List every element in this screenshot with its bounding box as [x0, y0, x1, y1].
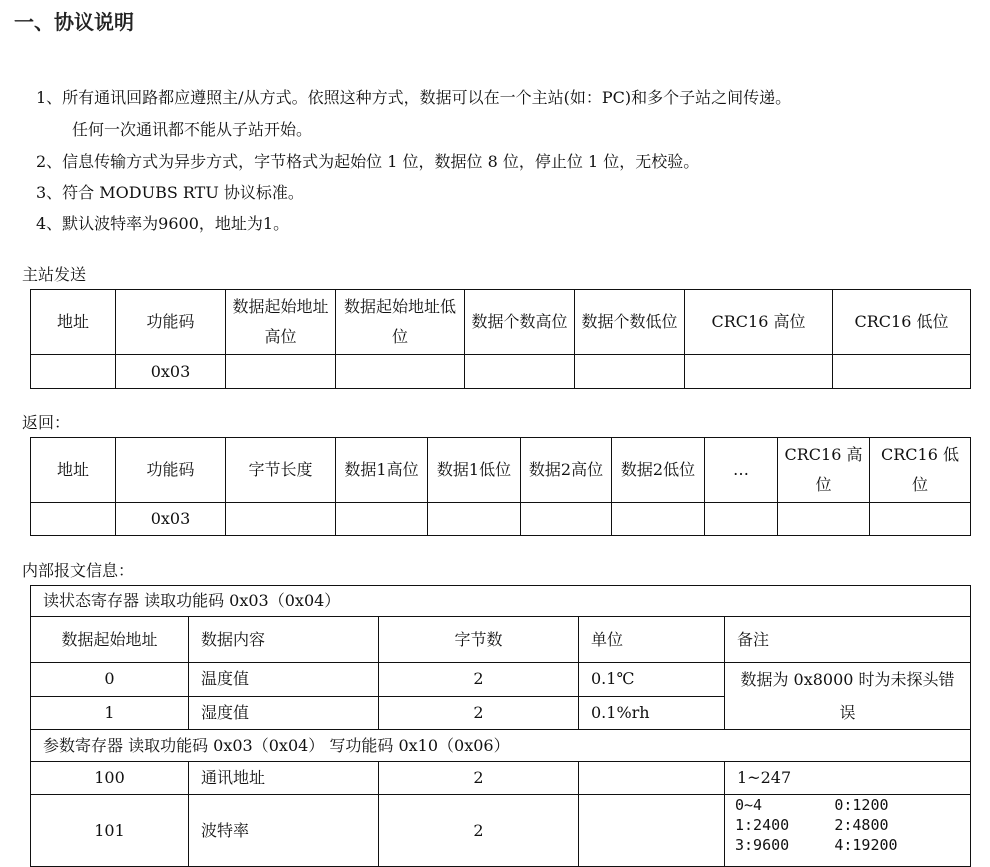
protocol-item-3: 3、符合 MODUBS RTU 协议标准。	[36, 183, 304, 202]
protocol-item-1: 1、所有通讯回路都应遵照主/从方式。依照这种方式，数据可以在一个主站(如：PC)和多个子站之间传递。	[36, 88, 792, 107]
reply-header-address: 地址	[31, 438, 116, 503]
reply-label: 返回：	[22, 413, 71, 432]
reply-cell	[336, 503, 428, 536]
register-content: 波特率	[189, 795, 379, 867]
reply-cell	[226, 503, 336, 536]
register-address: 101	[31, 795, 189, 867]
send-header-crc-high: CRC16 高位	[685, 290, 833, 355]
send-header-count-high: 数据个数高位	[465, 290, 575, 355]
reply-header-data1-high: 数据1高位	[336, 438, 428, 503]
send-header-start-high: 数据起始地址高位	[226, 290, 336, 355]
send-header-crc-low: CRC16 低位	[833, 290, 971, 355]
reply-cell-function-code: 0x03	[116, 503, 226, 536]
header-content: 数据内容	[189, 617, 379, 663]
header-unit: 单位	[579, 617, 725, 663]
send-cell	[685, 355, 833, 389]
register-address: 100	[31, 762, 189, 795]
status-register-section: 读状态寄存器 读取功能码 0x03（0x04）	[31, 586, 971, 617]
parameter-register-section: 参数寄存器 读取功能码 0x03（0x04） 写功能码 0x10（0x06）	[31, 730, 971, 762]
reply-header-data2-low: 数据2低位	[612, 438, 705, 503]
protocol-item-4: 4、默认波特率为9600，地址为1。	[36, 214, 290, 233]
reply-cell	[870, 503, 971, 536]
register-address: 1	[31, 696, 189, 730]
register-address: 0	[31, 663, 189, 697]
send-cell	[465, 355, 575, 389]
register-note: 0~4 0:1200 1:2400 2:4800 3:9600 4:19200	[725, 795, 971, 867]
reply-header-data1-low: 数据1低位	[428, 438, 521, 503]
register-content: 湿度值	[189, 696, 379, 730]
header-start-address: 数据起始地址	[31, 617, 189, 663]
send-frame-table	[30, 289, 971, 389]
register-note: 1~247	[725, 762, 971, 795]
protocol-item-2: 2、信息传输方式为异步方式，字节格式为起始位 1 位，数据位 8 位，停止位 1 位，无校验。	[36, 152, 700, 171]
reply-header-data2-high: 数据2高位	[521, 438, 612, 503]
reply-cell	[778, 503, 870, 536]
send-cell-function-code: 0x03	[116, 355, 226, 389]
register-bytes: 2	[379, 696, 579, 730]
send-cell	[833, 355, 971, 389]
register-bytes: 2	[379, 762, 579, 795]
send-label: 主站发送	[22, 265, 87, 284]
reply-frame-table	[30, 437, 971, 536]
section-heading: 一、协议说明	[14, 10, 134, 34]
register-bytes: 2	[379, 795, 579, 867]
send-cell	[336, 355, 465, 389]
register-unit	[579, 762, 725, 795]
reply-header-ellipsis: …	[705, 438, 778, 503]
reply-cell	[612, 503, 705, 536]
reply-cell	[428, 503, 521, 536]
register-bytes: 2	[379, 663, 579, 697]
send-header-start-low: 数据起始地址低位	[336, 290, 465, 355]
register-content: 通讯地址	[189, 762, 379, 795]
send-cell	[31, 355, 116, 389]
reply-header-crc-low: CRC16 低位	[870, 438, 971, 503]
register-table	[30, 585, 971, 867]
header-bytes: 字节数	[379, 617, 579, 663]
protocol-item-1-cont: 任何一次通讯都不能从子站开始。	[72, 120, 313, 139]
send-cell	[575, 355, 685, 389]
internal-label: 内部报文信息：	[22, 561, 135, 580]
reply-header-function-code: 功能码	[116, 438, 226, 503]
send-cell	[226, 355, 336, 389]
send-header-address: 地址	[31, 290, 116, 355]
register-unit: 0.1℃	[579, 663, 725, 697]
reply-cell	[705, 503, 778, 536]
send-header-count-low: 数据个数低位	[575, 290, 685, 355]
header-notes: 备注	[725, 617, 971, 663]
reply-header-byte-length: 字节长度	[226, 438, 336, 503]
register-note: 数据为 0x8000 时为未探头错误	[725, 663, 971, 730]
send-header-function-code: 功能码	[116, 290, 226, 355]
reply-cell	[31, 503, 116, 536]
register-unit: 0.1%rh	[579, 696, 725, 730]
reply-cell	[521, 503, 612, 536]
reply-header-crc-high: CRC16 高位	[778, 438, 870, 503]
register-content: 温度值	[189, 663, 379, 697]
